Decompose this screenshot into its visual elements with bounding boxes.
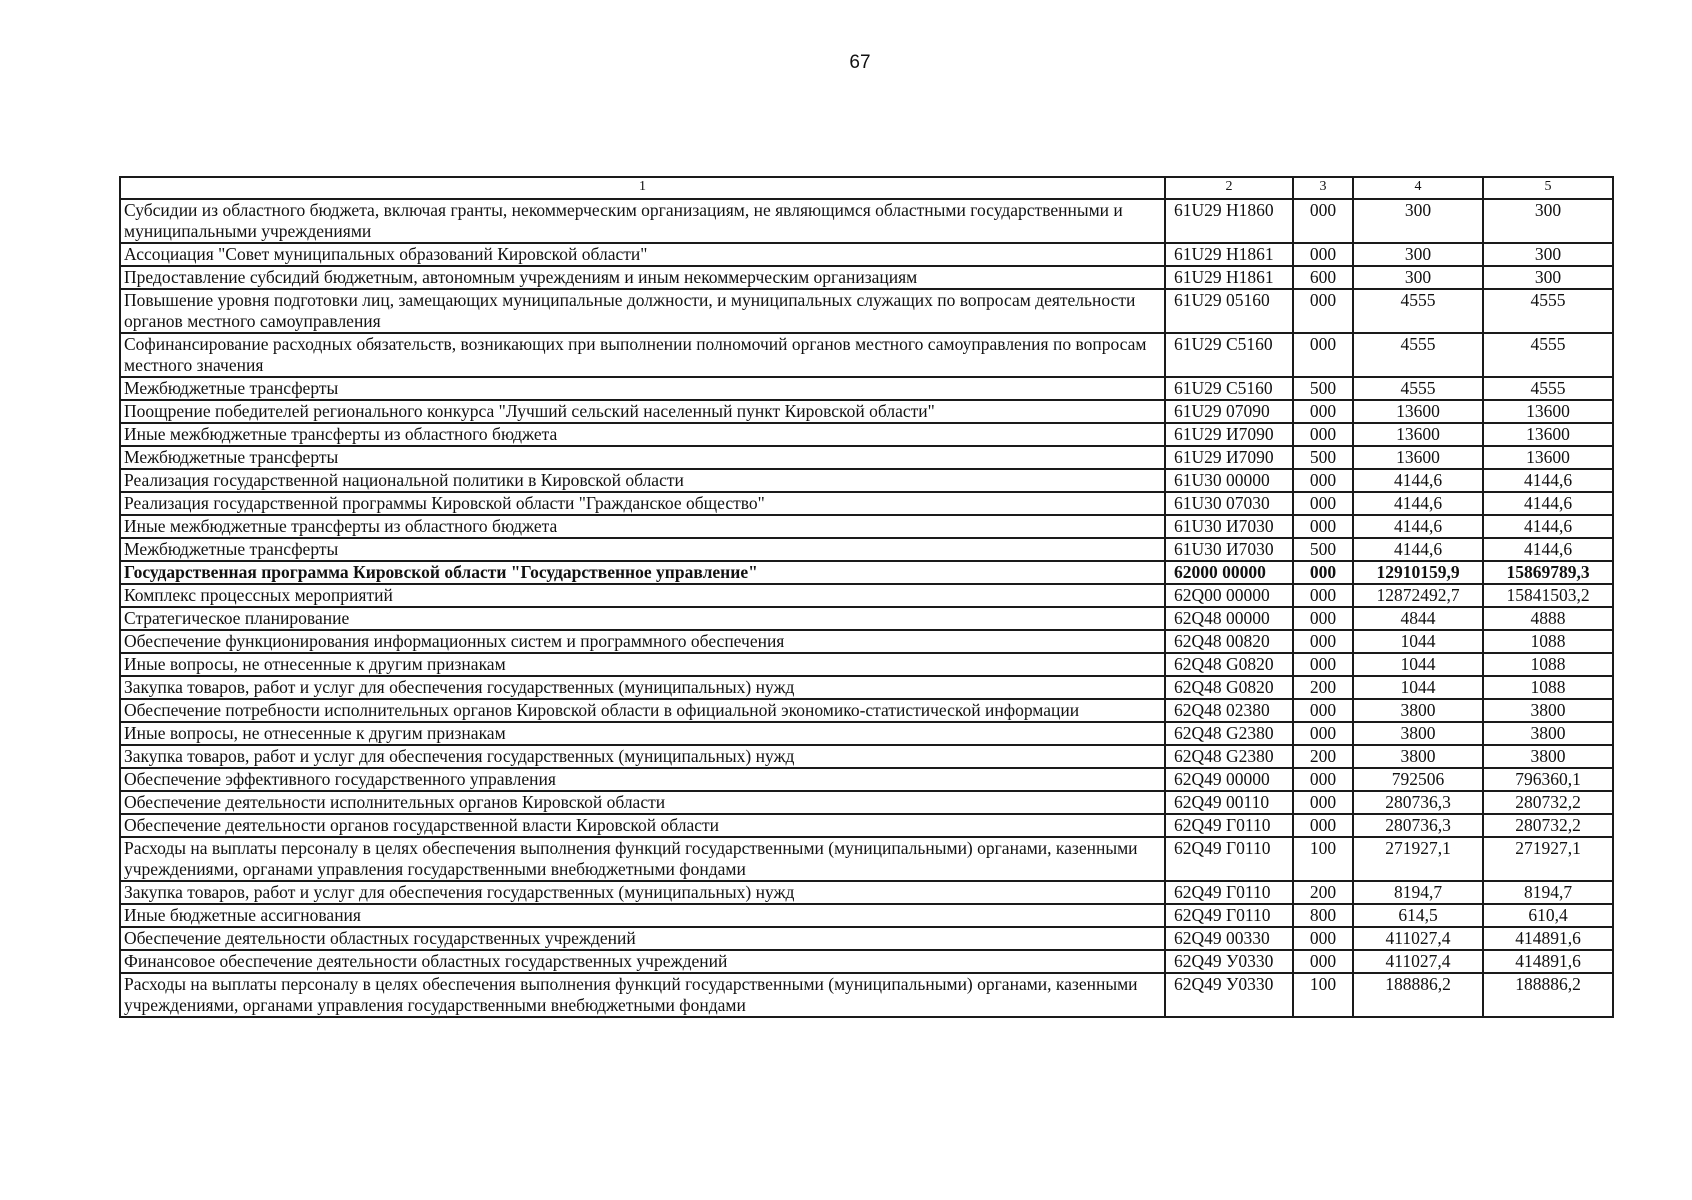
row-name-cell: Обеспечение функционирования информационных систем и программного обеспечения — [120, 630, 1165, 653]
row-value-year2-cell: 4144,6 — [1483, 469, 1613, 492]
row-value-year1-cell: 13600 — [1353, 423, 1483, 446]
row-value-year2-cell: 414891,6 — [1483, 927, 1613, 950]
row-name-cell: Расходы на выплаты персоналу в целях обеспечения выполнения функций государственными (муниципальными) органами, казенными учреждениями, органами управления государственными внебюджетными фондами — [120, 837, 1165, 881]
row-type-cell: 000 — [1293, 400, 1353, 423]
row-code-cell: 62Q49 Г0110 — [1165, 904, 1293, 927]
table-row — [120, 243, 1613, 266]
page-number: 67 — [849, 52, 871, 73]
row-code-cell: 61U30 И7030 — [1165, 538, 1293, 561]
row-value-year1-cell: 4555 — [1353, 377, 1483, 400]
row-type-cell: 800 — [1293, 904, 1353, 927]
row-value-year2-cell: 300 — [1483, 243, 1613, 266]
row-name-cell: Обеспечение потребности исполнительных органов Кировской области в официальной экономико-статистической информации — [120, 699, 1165, 722]
row-type-cell: 200 — [1293, 881, 1353, 904]
row-value-year1-cell: 4144,6 — [1353, 538, 1483, 561]
table-row — [120, 469, 1613, 492]
row-type-cell: 000 — [1293, 584, 1353, 607]
row-name-cell: Обеспечение эффективного государственного управления — [120, 768, 1165, 791]
row-name-cell: Межбюджетные трансферты — [120, 377, 1165, 400]
table-row — [120, 676, 1613, 699]
row-code-cell: 62000 00000 — [1165, 561, 1293, 584]
row-name-cell: Реализация государственной программы Кировской области "Гражданское общество" — [120, 492, 1165, 515]
table-row — [120, 973, 1613, 1017]
row-type-cell: 200 — [1293, 676, 1353, 699]
row-code-cell: 61U29 07090 — [1165, 400, 1293, 423]
row-value-year1-cell: 411027,4 — [1353, 950, 1483, 973]
row-value-year1-cell: 4144,6 — [1353, 469, 1483, 492]
table-row — [120, 881, 1613, 904]
row-type-cell: 000 — [1293, 492, 1353, 515]
row-value-year2-cell: 414891,6 — [1483, 950, 1613, 973]
row-type-cell: 000 — [1293, 423, 1353, 446]
row-value-year2-cell: 610,4 — [1483, 904, 1613, 927]
row-value-year2-cell: 15841503,2 — [1483, 584, 1613, 607]
row-type-cell: 600 — [1293, 266, 1353, 289]
table-row — [120, 266, 1613, 289]
row-code-cell: 61U29 H1860 — [1165, 199, 1293, 243]
header-col-2: 2 — [1165, 177, 1293, 199]
table-row — [120, 515, 1613, 538]
row-value-year1-cell: 3800 — [1353, 745, 1483, 768]
row-type-cell: 000 — [1293, 950, 1353, 973]
table-row — [120, 607, 1613, 630]
row-code-cell: 62Q49 У0330 — [1165, 950, 1293, 973]
row-type-cell: 500 — [1293, 446, 1353, 469]
table-row — [120, 927, 1613, 950]
header-col-1: 1 — [120, 177, 1165, 199]
table-row — [120, 423, 1613, 446]
row-type-cell: 500 — [1293, 538, 1353, 561]
row-code-cell: 61U30 00000 — [1165, 469, 1293, 492]
table-row — [120, 904, 1613, 927]
row-code-cell: 62Q00 00000 — [1165, 584, 1293, 607]
row-value-year2-cell: 280732,2 — [1483, 791, 1613, 814]
row-value-year2-cell: 796360,1 — [1483, 768, 1613, 791]
row-type-cell: 000 — [1293, 653, 1353, 676]
row-value-year1-cell: 12872492,7 — [1353, 584, 1483, 607]
row-name-cell: Государственная программа Кировской области "Государственное управление" — [120, 561, 1165, 584]
row-type-cell: 100 — [1293, 837, 1353, 881]
row-value-year2-cell: 3800 — [1483, 722, 1613, 745]
row-name-cell: Субсидии из областного бюджета, включая гранты, некоммерческим организациям, не являющимся областными государственными и муниципальными учреждениями — [120, 199, 1165, 243]
row-value-year1-cell: 280736,3 — [1353, 791, 1483, 814]
row-code-cell: 62Q49 00110 — [1165, 791, 1293, 814]
row-value-year2-cell: 4555 — [1483, 377, 1613, 400]
row-name-cell: Реализация государственной национальной политики в Кировской области — [120, 469, 1165, 492]
row-name-cell: Закупка товаров, работ и услуг для обеспечения государственных (муниципальных) нужд — [120, 745, 1165, 768]
row-name-cell: Поощрение победителей регионального конкурса "Лучший сельский населенный пункт Кировской области" — [120, 400, 1165, 423]
row-name-cell: Обеспечение деятельности областных государственных учреждений — [120, 927, 1165, 950]
row-value-year2-cell: 1088 — [1483, 676, 1613, 699]
row-type-cell: 000 — [1293, 289, 1353, 333]
table-row — [120, 289, 1613, 333]
row-code-cell: 62Q48 02380 — [1165, 699, 1293, 722]
row-type-cell: 000 — [1293, 199, 1353, 243]
row-value-year1-cell: 4844 — [1353, 607, 1483, 630]
row-value-year1-cell: 614,5 — [1353, 904, 1483, 927]
row-type-cell: 200 — [1293, 745, 1353, 768]
row-type-cell: 000 — [1293, 722, 1353, 745]
table-row — [120, 333, 1613, 377]
row-value-year1-cell: 1044 — [1353, 630, 1483, 653]
row-value-year1-cell: 1044 — [1353, 676, 1483, 699]
row-name-cell: Иные вопросы, не отнесенные к другим признакам — [120, 722, 1165, 745]
row-value-year2-cell: 280732,2 — [1483, 814, 1613, 837]
row-value-year1-cell: 8194,7 — [1353, 881, 1483, 904]
table-row — [120, 377, 1613, 400]
row-value-year1-cell: 3800 — [1353, 722, 1483, 745]
row-type-cell: 000 — [1293, 561, 1353, 584]
row-name-cell: Финансовое обеспечение деятельности областных государственных учреждений — [120, 950, 1165, 973]
row-type-cell: 000 — [1293, 333, 1353, 377]
row-code-cell: 62Q48 00000 — [1165, 607, 1293, 630]
row-type-cell: 000 — [1293, 791, 1353, 814]
table-row — [120, 400, 1613, 423]
row-code-cell: 62Q49 У0330 — [1165, 973, 1293, 1017]
row-value-year1-cell: 1044 — [1353, 653, 1483, 676]
row-value-year2-cell: 271927,1 — [1483, 837, 1613, 881]
row-name-cell: Межбюджетные трансферты — [120, 446, 1165, 469]
row-value-year1-cell: 300 — [1353, 243, 1483, 266]
row-code-cell: 62Q49 Г0110 — [1165, 814, 1293, 837]
row-name-cell: Обеспечение деятельности исполнительных органов Кировской области — [120, 791, 1165, 814]
table-row — [120, 446, 1613, 469]
row-value-year1-cell: 13600 — [1353, 400, 1483, 423]
table-row — [120, 745, 1613, 768]
row-code-cell: 62Q49 00330 — [1165, 927, 1293, 950]
row-code-cell: 61U29 H1861 — [1165, 266, 1293, 289]
row-value-year1-cell: 300 — [1353, 266, 1483, 289]
row-code-cell: 61U29 C5160 — [1165, 377, 1293, 400]
row-value-year2-cell: 13600 — [1483, 400, 1613, 423]
table-row — [120, 768, 1613, 791]
row-value-year1-cell: 792506 — [1353, 768, 1483, 791]
row-value-year1-cell: 4555 — [1353, 289, 1483, 333]
row-name-cell: Закупка товаров, работ и услуг для обеспечения государственных (муниципальных) нужд — [120, 676, 1165, 699]
row-name-cell: Ассоциация "Совет муниципальных образований Кировской области" — [120, 243, 1165, 266]
row-code-cell: 61U29 C5160 — [1165, 333, 1293, 377]
header-col-3: 3 — [1293, 177, 1353, 199]
row-value-year2-cell: 1088 — [1483, 653, 1613, 676]
row-value-year2-cell: 4144,6 — [1483, 515, 1613, 538]
row-value-year2-cell: 300 — [1483, 199, 1613, 243]
row-name-cell: Стратегическое планирование — [120, 607, 1165, 630]
row-code-cell: 61U29 И7090 — [1165, 446, 1293, 469]
header-col-4: 4 — [1353, 177, 1483, 199]
row-value-year2-cell: 4888 — [1483, 607, 1613, 630]
row-code-cell: 62Q48 G2380 — [1165, 745, 1293, 768]
row-value-year2-cell: 4555 — [1483, 289, 1613, 333]
row-value-year2-cell: 13600 — [1483, 446, 1613, 469]
row-value-year2-cell: 4555 — [1483, 333, 1613, 377]
table-row — [120, 538, 1613, 561]
row-type-cell: 100 — [1293, 973, 1353, 1017]
row-value-year2-cell: 300 — [1483, 266, 1613, 289]
row-name-cell: Иные межбюджетные трансферты из областного бюджета — [120, 423, 1165, 446]
row-name-cell: Предоставление субсидий бюджетным, автономным учреждениям и иным некоммерческим организациям — [120, 266, 1165, 289]
row-value-year1-cell: 13600 — [1353, 446, 1483, 469]
row-value-year1-cell: 411027,4 — [1353, 927, 1483, 950]
row-value-year2-cell: 188886,2 — [1483, 973, 1613, 1017]
row-code-cell: 62Q48 00820 — [1165, 630, 1293, 653]
header-col-5: 5 — [1483, 177, 1613, 199]
row-value-year1-cell: 271927,1 — [1353, 837, 1483, 881]
row-code-cell: 61U30 07030 — [1165, 492, 1293, 515]
table-row — [120, 722, 1613, 745]
table-row — [120, 837, 1613, 881]
row-code-cell: 62Q48 G0820 — [1165, 653, 1293, 676]
row-code-cell: 61U30 И7030 — [1165, 515, 1293, 538]
row-code-cell: 62Q49 Г0110 — [1165, 881, 1293, 904]
row-value-year1-cell: 3800 — [1353, 699, 1483, 722]
row-value-year1-cell: 188886,2 — [1353, 973, 1483, 1017]
row-value-year2-cell: 3800 — [1483, 699, 1613, 722]
row-name-cell: Комплекс процессных мероприятий — [120, 584, 1165, 607]
row-type-cell: 000 — [1293, 927, 1353, 950]
row-name-cell: Иные вопросы, не отнесенные к другим признакам — [120, 653, 1165, 676]
row-value-year1-cell: 12910159,9 — [1353, 561, 1483, 584]
row-name-cell: Иные межбюджетные трансферты из областного бюджета — [120, 515, 1165, 538]
row-value-year1-cell: 4144,6 — [1353, 515, 1483, 538]
row-name-cell: Межбюджетные трансферты — [120, 538, 1165, 561]
table-row — [120, 699, 1613, 722]
row-type-cell: 000 — [1293, 515, 1353, 538]
row-type-cell: 500 — [1293, 377, 1353, 400]
row-name-cell: Расходы на выплаты персоналу в целях обеспечения выполнения функций государственными (муниципальными) органами, казенными учреждениями, органами управления государственными внебюджетными фондами — [120, 973, 1165, 1017]
row-type-cell: 000 — [1293, 768, 1353, 791]
row-code-cell: 62Q48 G2380 — [1165, 722, 1293, 745]
row-code-cell: 62Q49 Г0110 — [1165, 837, 1293, 881]
table-row — [120, 561, 1613, 584]
header-row — [120, 177, 1613, 199]
row-type-cell: 000 — [1293, 699, 1353, 722]
row-value-year2-cell: 4144,6 — [1483, 538, 1613, 561]
row-code-cell: 62Q48 G0820 — [1165, 676, 1293, 699]
row-name-cell: Обеспечение деятельности органов государственной власти Кировской области — [120, 814, 1165, 837]
row-code-cell: 62Q49 00000 — [1165, 768, 1293, 791]
table-row — [120, 584, 1613, 607]
budget-table — [119, 176, 1614, 1018]
row-type-cell: 000 — [1293, 469, 1353, 492]
row-name-cell: Софинансирование расходных обязательств, возникающих при выполнении полномочий органов местного самоуправления по вопросам местного значения — [120, 333, 1165, 377]
row-type-cell: 000 — [1293, 630, 1353, 653]
row-value-year1-cell: 280736,3 — [1353, 814, 1483, 837]
row-value-year2-cell: 3800 — [1483, 745, 1613, 768]
row-value-year2-cell: 4144,6 — [1483, 492, 1613, 515]
table-row — [120, 950, 1613, 973]
row-value-year1-cell: 300 — [1353, 199, 1483, 243]
table-row — [120, 791, 1613, 814]
row-value-year2-cell: 13600 — [1483, 423, 1613, 446]
row-name-cell: Повышение уровня подготовки лиц, замещающих муниципальные должности, и муниципальных служащих по вопросам деятельности органов местного самоуправления — [120, 289, 1165, 333]
row-type-cell: 000 — [1293, 607, 1353, 630]
row-code-cell: 61U29 И7090 — [1165, 423, 1293, 446]
row-name-cell: Иные бюджетные ассигнования — [120, 904, 1165, 927]
row-value-year2-cell: 1088 — [1483, 630, 1613, 653]
row-value-year2-cell: 8194,7 — [1483, 881, 1613, 904]
table-row — [120, 630, 1613, 653]
row-name-cell: Закупка товаров, работ и услуг для обеспечения государственных (муниципальных) нужд — [120, 881, 1165, 904]
row-type-cell: 000 — [1293, 243, 1353, 266]
row-type-cell: 000 — [1293, 814, 1353, 837]
row-code-cell: 61U29 H1861 — [1165, 243, 1293, 266]
row-value-year1-cell: 4144,6 — [1353, 492, 1483, 515]
table-row — [120, 814, 1613, 837]
row-value-year2-cell: 15869789,3 — [1483, 561, 1613, 584]
table-row — [120, 199, 1613, 243]
table-row — [120, 492, 1613, 515]
row-value-year1-cell: 4555 — [1353, 333, 1483, 377]
row-code-cell: 61U29 05160 — [1165, 289, 1293, 333]
table-row — [120, 653, 1613, 676]
